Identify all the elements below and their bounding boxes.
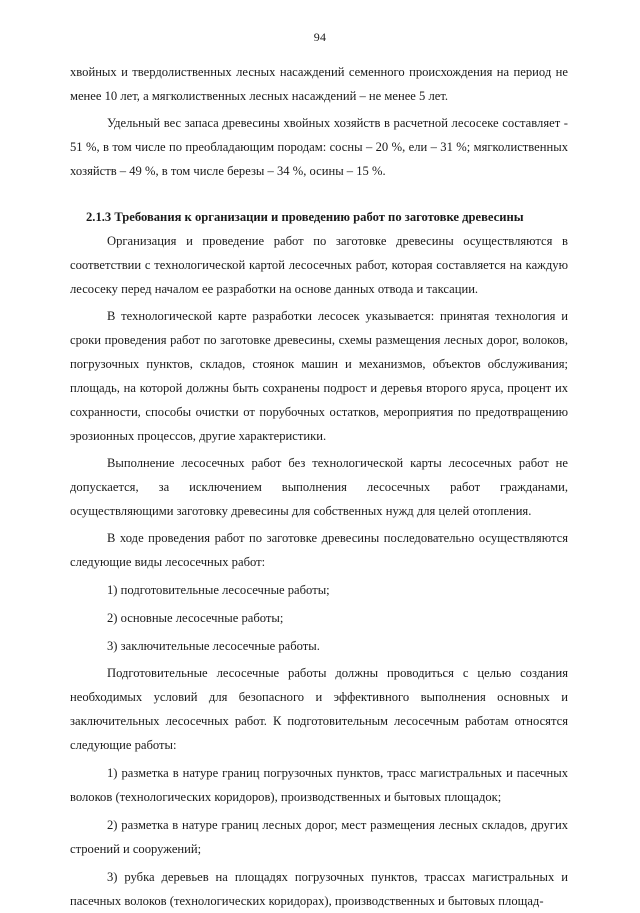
paragraph-continuation: хвойных и твердолиственных лесных насаждений семенного происхождения на период не менее 10 лет, а мягколиственных лесных насаждений – не менее 5 лет.	[70, 65, 568, 103]
page-body	[70, 60, 568, 913]
paragraph-work-sequence: В ходе проведения работ по заготовке древесины последовательно осуществляются следующие виды лесосечных работ:	[70, 531, 568, 569]
list-item-work-type: 1) подготовительные лесосечные работы;	[107, 583, 330, 597]
paragraph-organization: Организация и проведение работ по заготовке древесины осуществляются в соответствии с технологической картой лесосечных работ, которая составляется на каждую лесосеку перед началом ее разработки на основе данных отвода и таксации.	[70, 234, 568, 296]
paragraph-wood-share: Удельный вес запаса древесины хвойных хозяйств в расчетной лесосеке составляет - 51 %, в том числе по преобладающим породам: сосны – 20 %, ели – 31 %; мягколиственных хозяйств – 49 %, в том числе березы – 34 %, осины – 15 %.	[70, 116, 568, 178]
list-item-preparatory-work: 3) рубка деревьев на площадях погрузочных пунктов, трассах магистральных и пасечных волоков (технологических коридорах), производственных и бытовых площад-	[70, 870, 568, 908]
list-item-preparatory-work: 1) разметка в натуре границ погрузочных пунктов, трасс магистральных и пасечных волоков (технологических коридоров), производственных и бытовых площадок;	[70, 766, 568, 804]
list-item-work-type: 3) заключительные лесосечные работы.	[107, 639, 320, 653]
list-item-work-type: 2) основные лесосечные работы;	[107, 611, 284, 625]
list-item-preparatory-work: 2) разметка в натуре границ лесных дорог, мест размещения лесных складов, других строений и сооружений;	[70, 818, 568, 856]
paragraph-technological-map: В технологической карте разработки лесосек указывается: принятая технология и сроки проведения работ по заготовке древесины, схемы размещения лесных дорог, волоков, погрузочных пунктов, складов, стоянок машин и механизмов, объектов обслуживания; площадь, на которой должны быть сохранены подрост и деревья второго яруса, процент их сохранности, способы очистки от порубочных остатков, мероприятия по предотвращению эрозионных процессов, другие характеристики.	[70, 309, 568, 443]
paragraph-preparatory-works: Подготовительные лесосечные работы должны проводиться с целью создания необходимых условий для безопасного и эффективного выполнения основных и заключительных лесосечных работ. К подготовительным лесосечным работам относятся следующие работы:	[70, 666, 568, 752]
section-heading: 2.1.3 Требования к организации и проведению работ по заготовке древесины	[86, 210, 524, 224]
page-number: 94	[313, 30, 327, 44]
paragraph-map-requirement: Выполнение лесосечных работ без технологической карты лесосечных работ не допускается, за исключением выполнения лесосечных работ гражданами, осуществляющими заготовку древесины для собственных нужд для целей отопления.	[70, 456, 568, 518]
